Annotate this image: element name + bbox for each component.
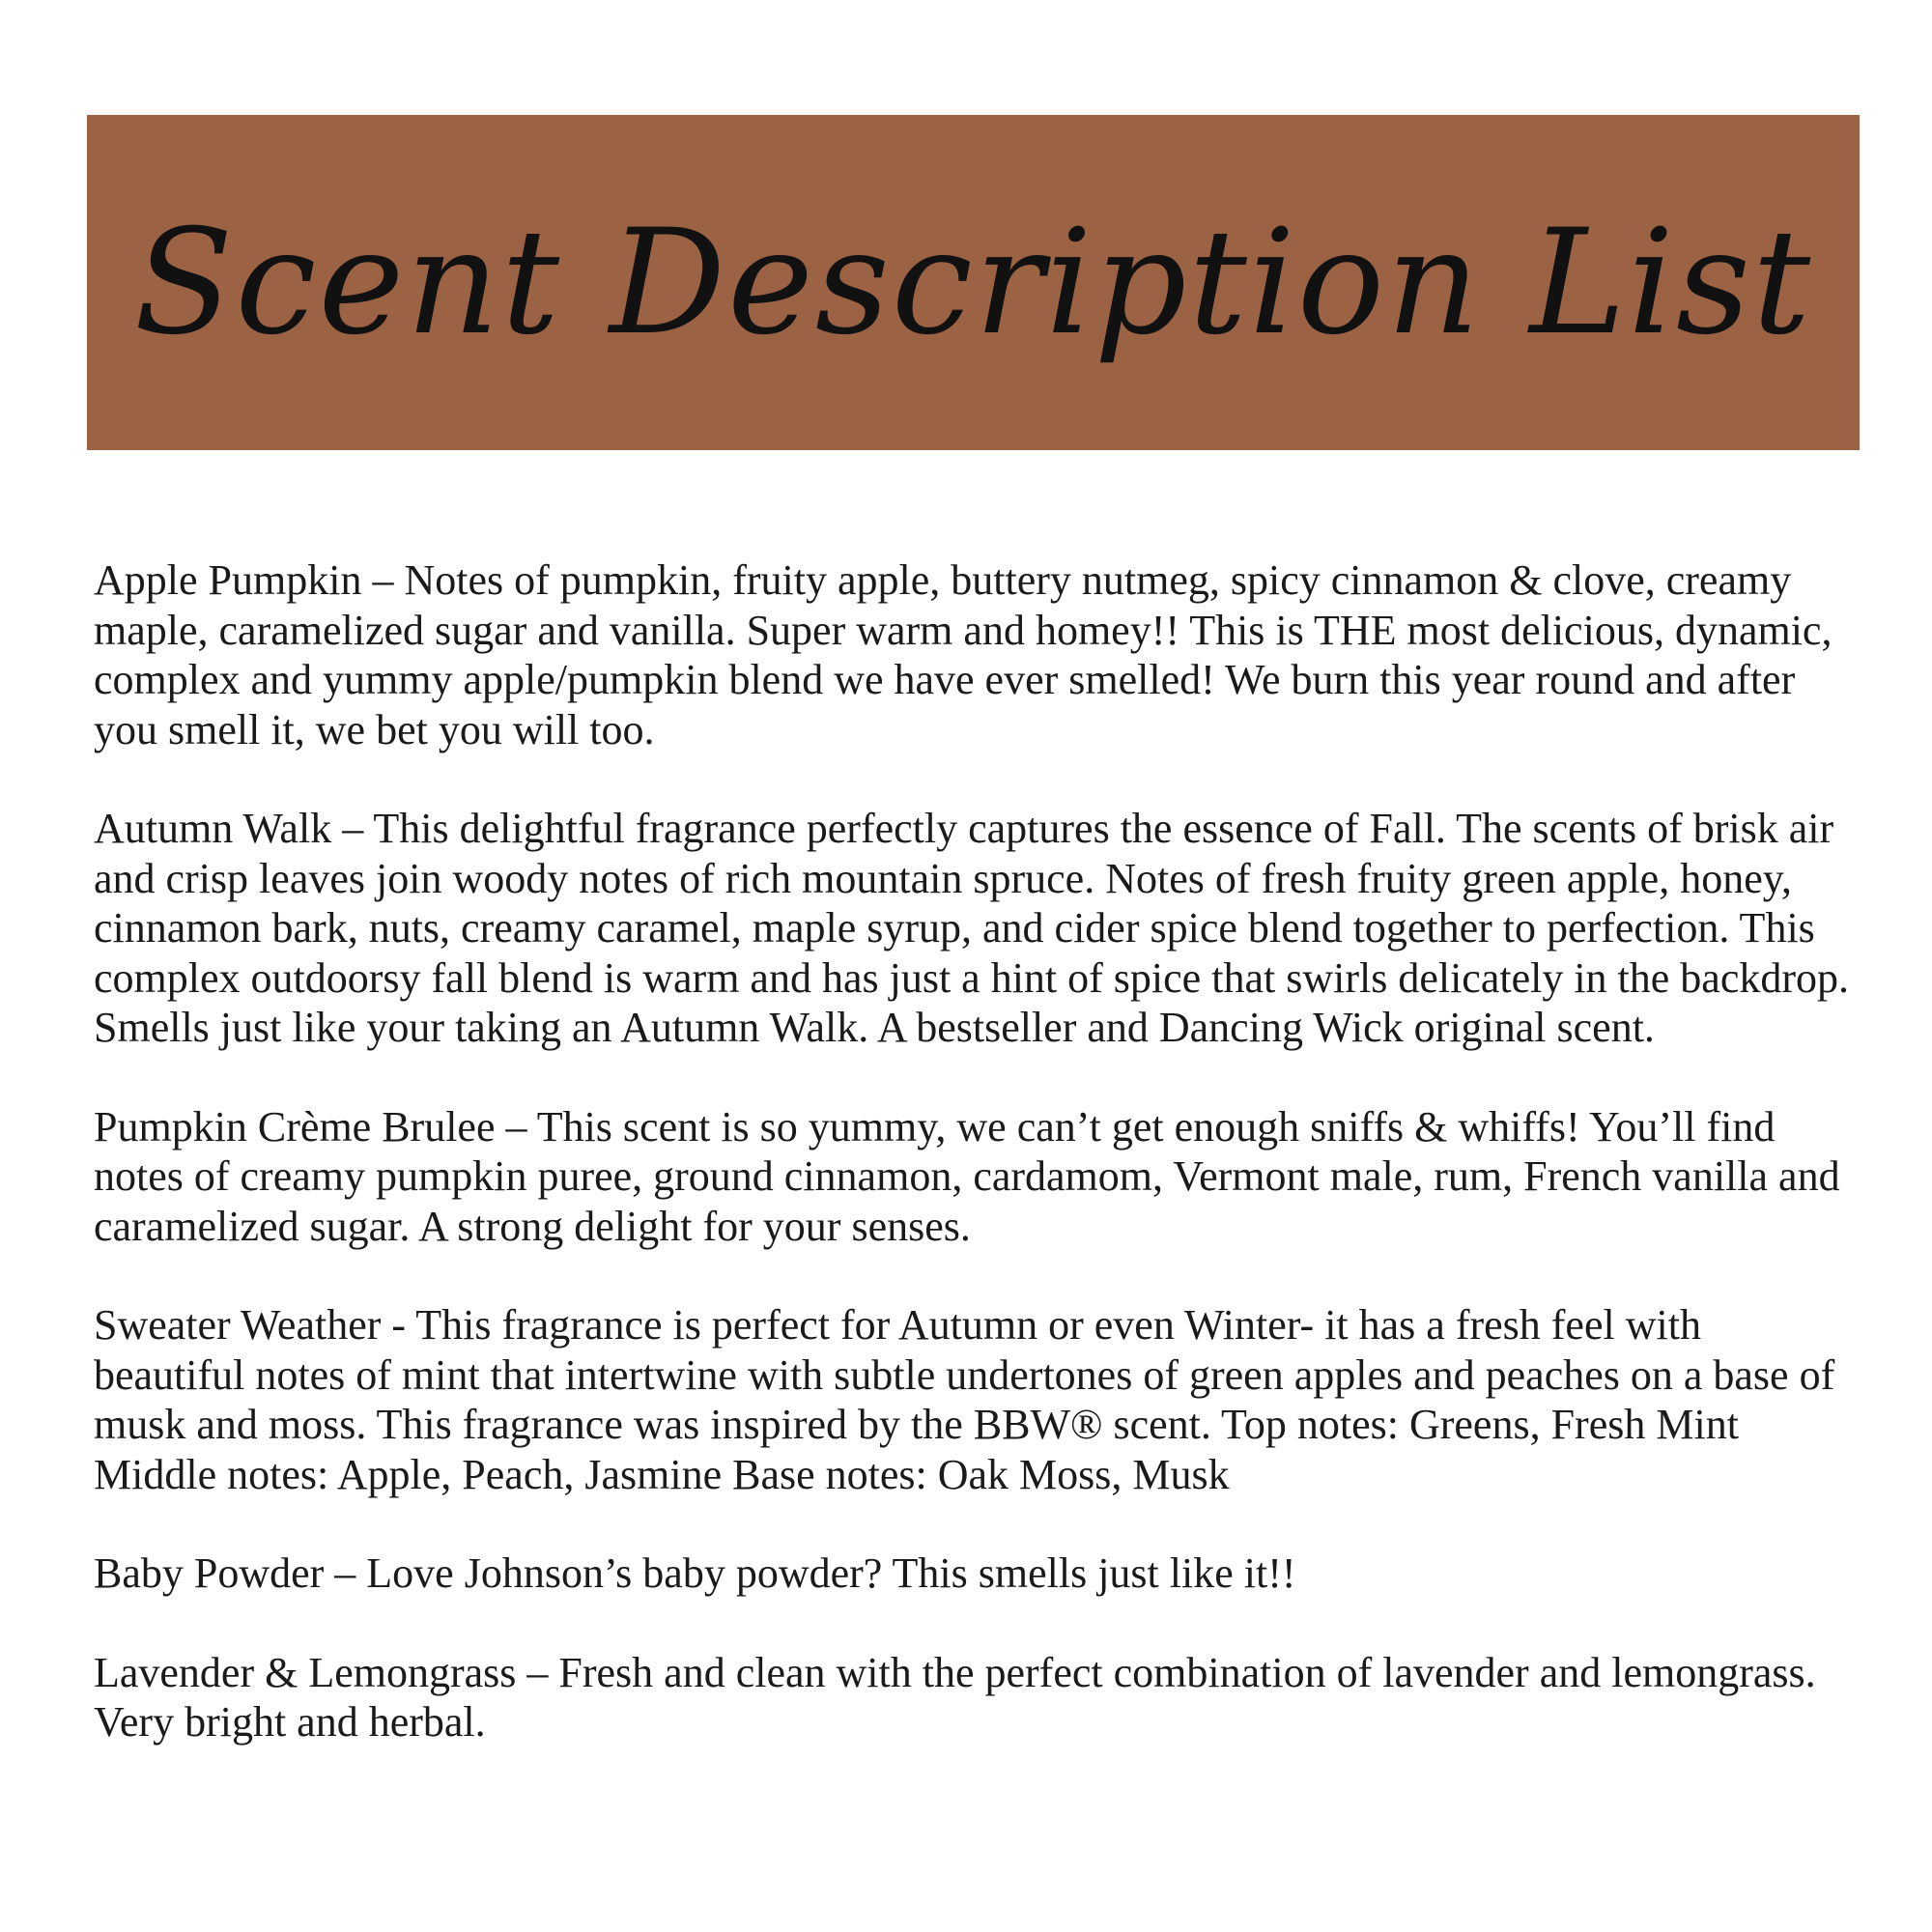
scent-sweater-weather: Sweater Weather - This fragrance is perfect for Autumn or even Winter- it has a fresh feel with beautiful notes of mint that intertwine with subtle undertones of green apples and peaches on a base of musk and moss. This fragrance was inspired by the BBW® scent. Top notes: Greens, Fresh Mint Middle notes: Apple, Peach, Jasmine Base notes: Oak Moss, Musk (94, 1301, 1835, 1498)
scent-pumpkin-creme-brulee: Pumpkin Crème Brulee – This scent is so yummy, we can’t get enough sniffs & whiffs! You’ll find notes of creamy pumpkin puree, ground cinnamon, cardamom, Vermont male, rum, French vanilla and caramelized sugar. A strong delight for your senses. (94, 1102, 1840, 1250)
page-title: Scent Description List (133, 198, 1813, 367)
scent-list (94, 555, 1861, 1797)
scent-apple-pumpkin: Apple Pumpkin – Notes of pumpkin, fruity apple, buttery nutmeg, spicy cinnamon & clove, creamy maple, caramelized sugar and vanilla. Super warm and homey!! This is THE most delicious, dynamic, complex and yummy apple/pumpkin blend we have ever smelled! We burn this year round and after you smell it, we bet you will too. (94, 556, 1833, 753)
scent-lavender-lemongrass: Lavender & Lemongrass – Fresh and clean with the perfect combination of lavender and lemongrass. Very bright and herbal. (94, 1648, 1816, 1746)
scent-baby-powder: Baby Powder – Love Johnson’s baby powder? This smells just like it!! (94, 1549, 1296, 1597)
scent-autumn-walk: Autumn Walk – This delightful fragrance perfectly captures the essence of Fall. The scents of brisk air and crisp leaves join woody notes of rich mountain spruce. Notes of fresh fruity green apple, honey, cinnamon bark, nuts, creamy caramel, maple syrup, and cider spice blend together to perfection. This complex outdoorsy fall blend is warm and has just a hint of spice that swirls delicately in the backdrop. Smells just like your taking an Autumn Walk. A bestseller and Dancing Wick original scent. (94, 805, 1850, 1051)
title-banner (87, 115, 1860, 450)
